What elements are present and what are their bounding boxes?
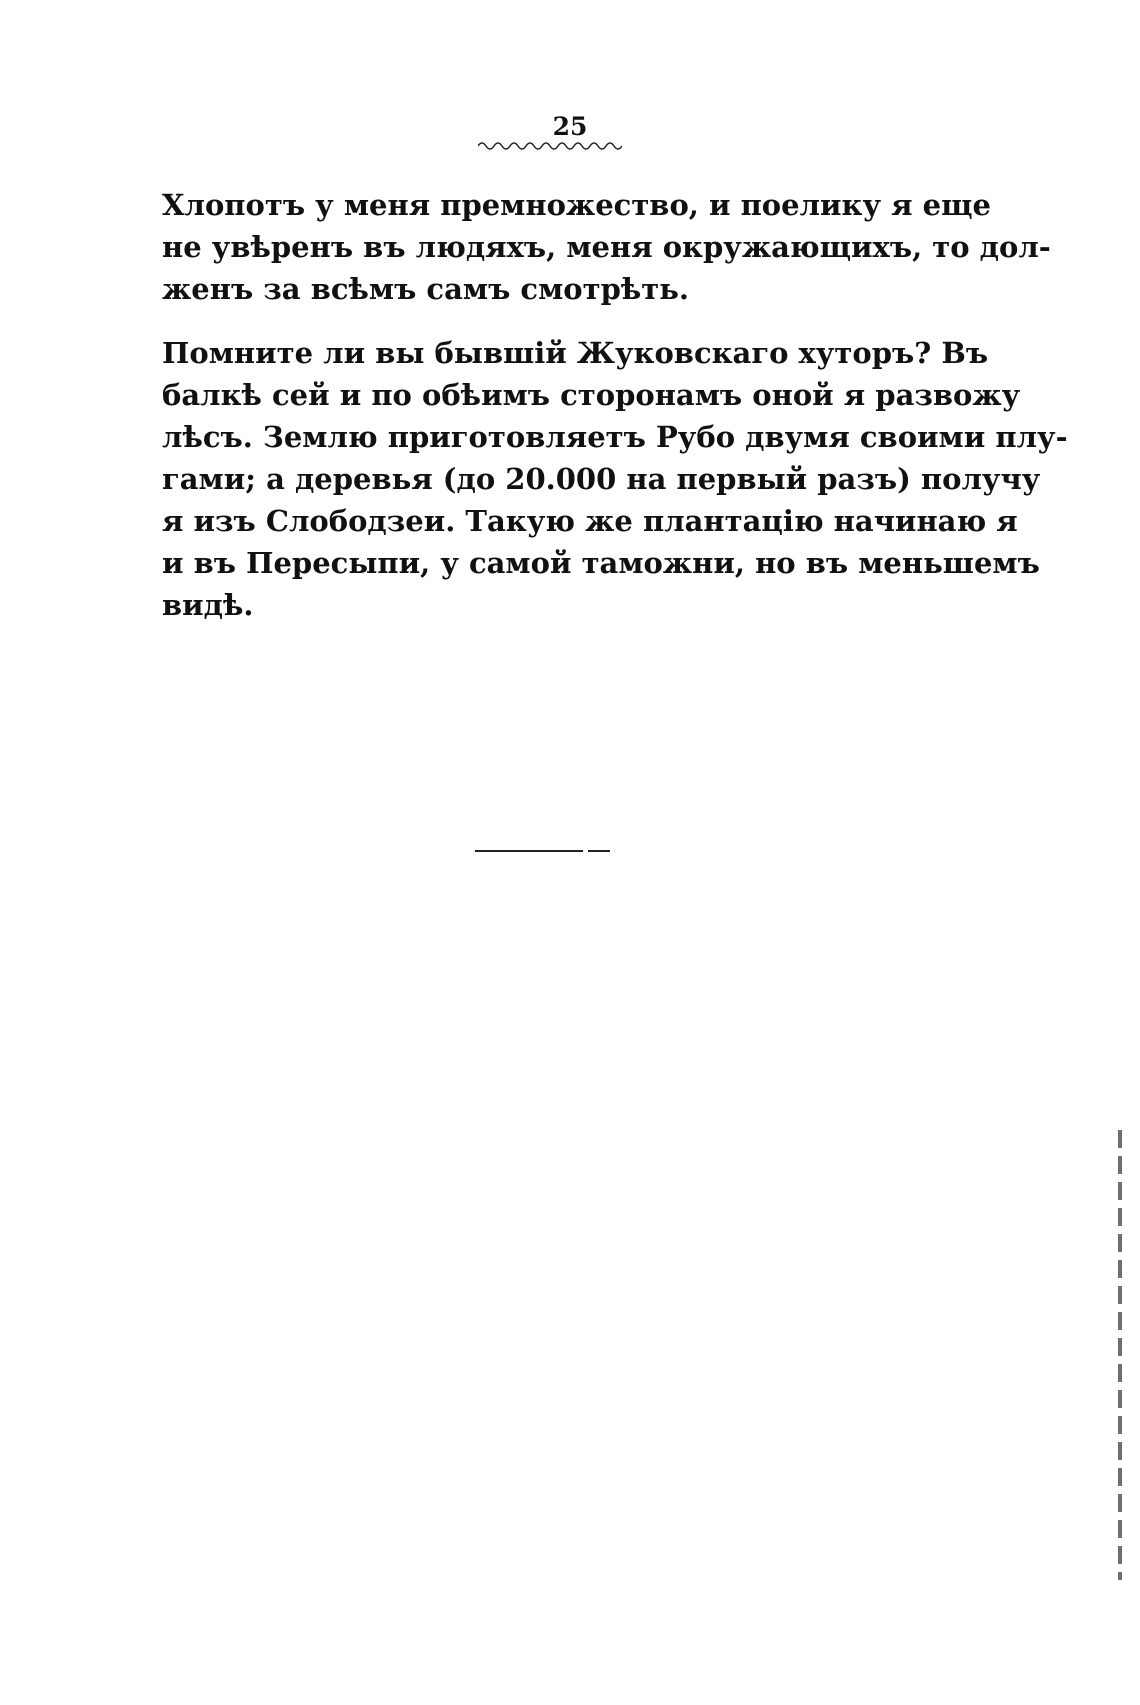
text-line: балкѣ сей и по обѣимъ сторонамъ оной я развожу: [162, 378, 1021, 412]
paragraph: [162, 184, 1051, 310]
text-line: гами; а деревья (до 20.000 на первый разъ) получу: [162, 462, 1041, 496]
text-line: видѣ.: [162, 588, 254, 622]
text-line: женъ за всѣмъ самъ смотрѣть.: [162, 272, 689, 306]
text-line: не увѣренъ въ людяхъ, меня окружающихъ, то дол-: [162, 230, 1051, 264]
text-line: Помните ли вы бывшій Жуковскаго хуторъ? Въ: [162, 336, 989, 370]
text-line: лѣсъ. Землю приготовляетъ Рубо двумя своими плу-: [162, 420, 1068, 454]
page-number: 25: [552, 112, 588, 141]
section-divider: [475, 850, 610, 852]
section-divider-gap: [583, 849, 588, 853]
text-line: я изъ Слободзеи. Такую же плантацію начинаю я: [162, 504, 1018, 538]
text-line: и въ Пересыпи, у самой таможни, но въ меньшемъ: [162, 546, 1040, 580]
text-line: Хлопотъ у меня премножество, и поелику я еще: [162, 188, 991, 222]
page-edge-marks: [1118, 1130, 1122, 1580]
page-number-ornament: [478, 140, 622, 152]
paragraph: [162, 332, 1068, 626]
